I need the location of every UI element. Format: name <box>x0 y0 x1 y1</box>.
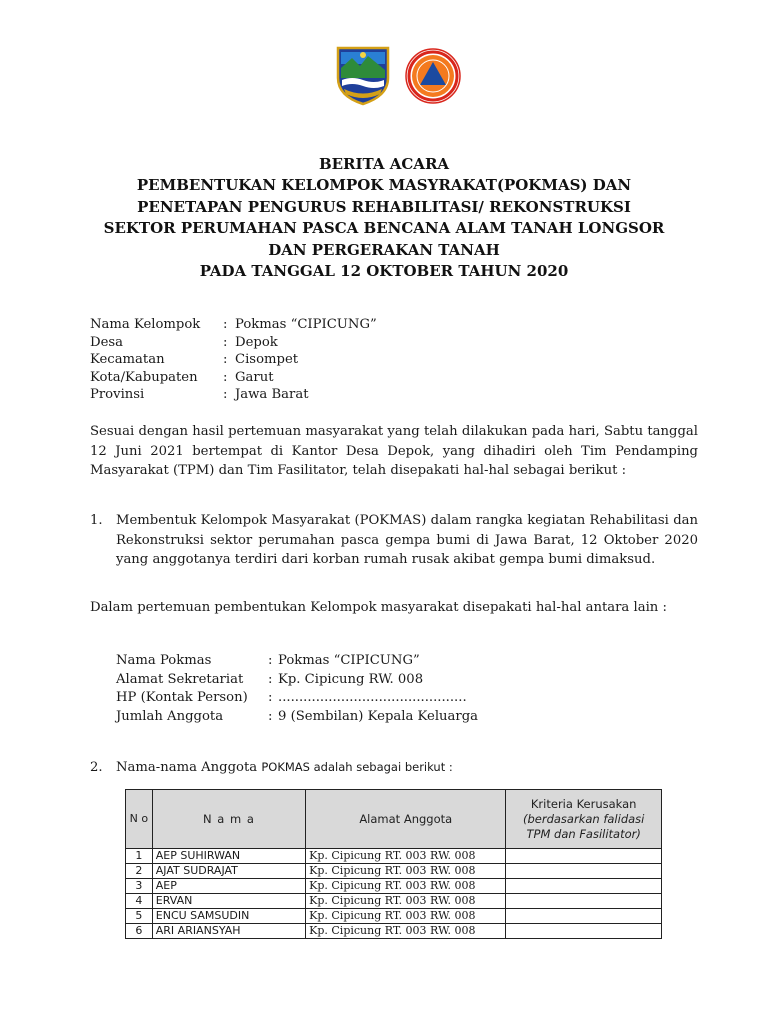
info-label: Kecamatan <box>90 352 165 367</box>
table-row <box>126 849 662 864</box>
list-number: 1. <box>90 513 103 528</box>
cell-alamat: Kp. Cipicung RT. 003 RW. 008 <box>306 909 506 924</box>
title-line: PEMBENTUKAN KELOMPOK MASYRAKAT(POKMAS) DAN <box>136 176 632 195</box>
pokmas-value: Kp. Cipicung RW. 008 <box>278 671 424 687</box>
info-row <box>90 386 377 404</box>
members-table <box>125 789 662 939</box>
info-value: Pokmas “CIPICUNG” <box>235 317 377 332</box>
header-kriteria-note: (berdasarkan falidasi TPM dan Fasilitator) <box>522 811 645 841</box>
document-title <box>60 154 708 282</box>
cell-alamat: Kp. Cipicung RT. 003 RW. 008 <box>306 879 506 894</box>
title-line: DAN PERGERAKAN TANAH <box>268 240 500 259</box>
cell-kriteria <box>506 894 662 909</box>
title-line: PADA TANGGAL 12 OKTOBER TAHUN 2020 <box>199 262 569 281</box>
info-label: Nama Kelompok <box>90 317 201 332</box>
cell-no: 3 <box>126 879 153 894</box>
pokmas-details <box>116 652 478 726</box>
cell-no: 5 <box>126 909 153 924</box>
pokmas-label: Alamat Sekretariat <box>116 671 244 687</box>
title-line: SEKTOR PERUMAHAN PASCA BENCANA ALAM TANAH LONGSOR <box>103 219 665 238</box>
info-row <box>90 334 377 352</box>
pokmas-label: Nama Pokmas <box>116 653 212 668</box>
cell-nama: AEP <box>152 879 305 894</box>
header-alamat: Alamat Anggota <box>306 790 506 849</box>
info-row <box>90 316 377 334</box>
pokmas-label: HP (Kontak Person) <box>116 690 248 705</box>
cell-kriteria <box>506 924 662 939</box>
pokmas-sep: : <box>268 671 273 687</box>
cell-no: 6 <box>126 924 153 939</box>
list-text: Nama-nama Anggota <box>116 760 258 775</box>
cell-kriteria <box>506 879 662 894</box>
pokmas-row <box>116 708 478 727</box>
info-sep: : <box>223 334 228 350</box>
info-sep: : <box>223 352 228 367</box>
bpbd-disaster-agency-emblem-icon <box>405 48 461 104</box>
pokmas-label: Jumlah Anggota <box>116 708 224 724</box>
list-text: Membentuk Kelompok Masyarakat (POKMAS) dalam rangka kegiatan Rehabilitasi dan Rekonstruksi sektor perumahan pasca gempa bumi di Jawa Barat, 12 Oktober 2020 yang anggotanya terdiri dari korban rumah rusak akibat gempa bumi dimaksud. <box>116 513 698 567</box>
header-kriteria-title: Kriteria Kerusakan <box>530 796 637 811</box>
header-logos <box>0 44 768 108</box>
pokmas-value: Pokmas “CIPICUNG” <box>278 653 420 668</box>
cell-nama: ARI ARIANSYAH <box>152 924 305 939</box>
info-row <box>90 369 377 387</box>
pokmas-row <box>116 652 478 671</box>
table-header-row <box>126 790 662 849</box>
pokmas-sep: : <box>268 708 273 724</box>
cell-no: 4 <box>126 894 153 909</box>
pokmas-sep: : <box>268 690 273 705</box>
info-sep: : <box>223 387 228 402</box>
info-label: Kota/Kabupaten <box>90 369 198 385</box>
table-row <box>126 864 662 879</box>
title-line: PENETAPAN PENGURUS REHABILITASI/ REKONSTRUKSI <box>137 197 631 216</box>
info-sep: : <box>223 317 228 332</box>
pokmas-row <box>116 689 478 708</box>
info-sep: : <box>223 369 228 385</box>
cell-alamat: Kp. Cipicung RT. 003 RW. 008 <box>306 864 506 879</box>
header-kriteria <box>506 790 662 849</box>
info-label: Desa <box>90 334 124 350</box>
pokmas-sep: : <box>268 653 273 668</box>
info-value: Cisompet <box>235 352 299 367</box>
cell-alamat: Kp. Cipicung RT. 003 RW. 008 <box>306 924 506 939</box>
cell-kriteria <box>506 849 662 864</box>
info-value: Depok <box>235 334 278 350</box>
info-label: Provinsi <box>90 387 145 402</box>
cell-nama: ENCU SAMSUDIN <box>152 909 305 924</box>
cell-alamat: Kp. Cipicung RT. 003 RW. 008 <box>306 849 506 864</box>
list-text-suffix: POKMAS adalah sebagai berikut : <box>261 760 453 774</box>
garut-regency-emblem-icon <box>332 44 394 106</box>
pokmas-value: 9 (Sembilan) Kepala Keluarga <box>278 708 479 724</box>
cell-alamat: Kp. Cipicung RT. 003 RW. 008 <box>306 894 506 909</box>
intro-paragraph: Sesuai dengan hasil pertemuan masyarakat yang telah dilakukan pada hari, Sabtu tanggal 12 Juni 2021 bertempat di Kantor Desa Depok, yang dihadiri oleh Tim Pendamping Masyarakat (TPM) dan Tim Fasilitator, telah disepakati hal-hal sebagai berikut : <box>90 424 698 478</box>
header-nama: N a m a <box>152 790 305 849</box>
header-no: N o <box>126 790 153 849</box>
cell-nama: AJAT SUDRAJAT <box>152 864 305 879</box>
agreement-paragraph: Dalam pertemuan pembentukan Kelompok masyarakat disepakati hal-hal antara lain : <box>90 600 667 615</box>
pokmas-value: ............................................. <box>278 690 467 705</box>
list-item-1 <box>90 511 698 570</box>
cell-no: 1 <box>126 849 153 864</box>
cell-kriteria <box>506 864 662 879</box>
group-info <box>90 316 377 404</box>
table-row <box>126 879 662 894</box>
pokmas-row <box>116 671 478 690</box>
table-row <box>126 924 662 939</box>
table-row <box>126 894 662 909</box>
info-value: Jawa Barat <box>235 387 309 402</box>
cell-no: 2 <box>126 864 153 879</box>
info-row <box>90 351 377 369</box>
list-item-2 <box>90 760 453 775</box>
cell-nama: AEP SUHIRWAN <box>152 849 305 864</box>
cell-kriteria <box>506 909 662 924</box>
table-row <box>126 909 662 924</box>
list-number: 2. <box>90 760 103 775</box>
title-line: BERITA ACARA <box>318 155 450 173</box>
cell-nama: ERVAN <box>152 894 305 909</box>
info-value: Garut <box>235 369 274 385</box>
